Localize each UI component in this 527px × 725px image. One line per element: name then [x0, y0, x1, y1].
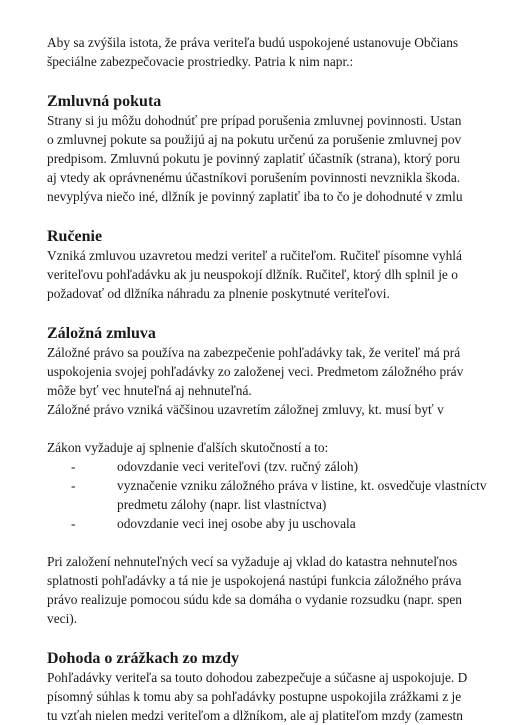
document-page — [47, 33, 527, 725]
paragraph-line: splatnosti pohľadávky a tá nie je uspokojená nastúpi funkcia záložného práva — [47, 573, 462, 588]
paragraph-line: Strany si ju môžu dohodnúť pre prípad porušenia zmluvnej povinnosti. Ustan — [47, 113, 462, 128]
section-heading-zalozna-zmluva: Záložná zmluva — [47, 325, 156, 342]
list-dash: - — [71, 459, 76, 474]
section-heading-dohoda-o-zrazkach: Dohoda o zrážkach zo mzdy — [47, 650, 239, 667]
paragraph-line: aj vtedy ak oprávnenému účastníkovi porušením povinnosti nevznikla škoda. — [47, 170, 461, 185]
paragraph-line: právo realizuje pomocou súdu kde sa domáha o vydanie rozsudku (napr. spen — [47, 592, 462, 607]
requirements-list — [47, 457, 527, 533]
intro-line: Aby sa zvýšila istota, že práva veriteľa budú uspokojené ustanovuje Občians — [47, 35, 459, 50]
paragraph-line: Pri založení nehnuteľných vecí sa vyžaduje aj vklad do katastra nehnuteľnos — [47, 554, 458, 569]
list-item — [71, 457, 527, 476]
list-item-continuation: predmetu zálohy (napr. list vlastníctva) — [117, 497, 327, 512]
paragraph-line: písomný súhlas k tomu aby sa pohľadávky postupne uspokojila zrážkami z je — [47, 689, 462, 704]
paragraph-line: tu vzťah nielen medzi veriteľom a dlžníkom, ale aj platiteľom mzdy (zamestn — [47, 708, 463, 723]
paragraph-line: Vzniká zmluvou uzavretou medzi veriteľ a ručiteľom. Ručiteľ písomne vyhlá — [47, 248, 462, 263]
paragraph-line: požadovať od dlžníka náhradu za plnenie poskytnuté veriteľovi. — [47, 286, 390, 301]
list-dash: - — [71, 516, 76, 531]
list-item-text: odovzdanie veci veriteľovi (tzv. ručný záloh) — [117, 459, 359, 474]
paragraph-line: o zmluvnej pokute sa použijú aj na pokutu určenú za porušenie zmluvnej pov — [47, 132, 462, 147]
section-heading-zmluvna-pokuta: Zmluvná pokuta — [47, 93, 162, 110]
list-item — [71, 514, 527, 533]
list-item-text: vyznačenie vzniku záložného práva v listine, kt. osvedčuje vlastníctv — [117, 478, 487, 493]
paragraph-line: Záložné právo vzniká väčšinou uzavretím záložnej zmluvy, kt. musí byť v — [47, 402, 444, 417]
section-heading-rucenie: Ručenie — [47, 228, 103, 245]
list-item-text: odovzdanie veci inej osobe aby ju uschovala — [117, 516, 356, 531]
intro-line: špeciálne zabezpečovacie prostriedky. Patria k nim napr.: — [47, 54, 354, 69]
paragraph-line: Pohľadávky veriteľa sa touto dohodou zabezpečuje a súčasne aj uspokojuje. D — [47, 670, 468, 685]
list-item — [71, 476, 527, 495]
paragraph-line: veci). — [47, 611, 78, 626]
list-dash: - — [71, 478, 76, 493]
paragraph-line: predpisom. Zmluvnú pokutu je povinný zaplatiť účastník (strana), ktorý poru — [47, 151, 460, 166]
paragraph-line: uspokojenia svojej pohľadávky zo založenej veci. Predmetom záložného práv — [47, 364, 464, 379]
paragraph-line: nevyplýva niečo iné, dlžník je povinný zaplatiť iba to čo je dohodnuté v zmlu — [47, 189, 463, 204]
paragraph-line: Zákon vyžaduje aj splnenie ďalších skutočností a to: — [47, 440, 329, 455]
paragraph-line: Záložné právo sa používa na zabezpečenie pohľadávky tak, že veriteľ má prá — [47, 345, 461, 360]
paragraph-line: veriteľovu pohľadávku ak ju neuspokojí dlžník. Ručiteľ, ktorý dlh splnil je o — [47, 267, 458, 282]
paragraph-line: môže byť vec hnuteľná aj nehnuteľná. — [47, 383, 252, 398]
